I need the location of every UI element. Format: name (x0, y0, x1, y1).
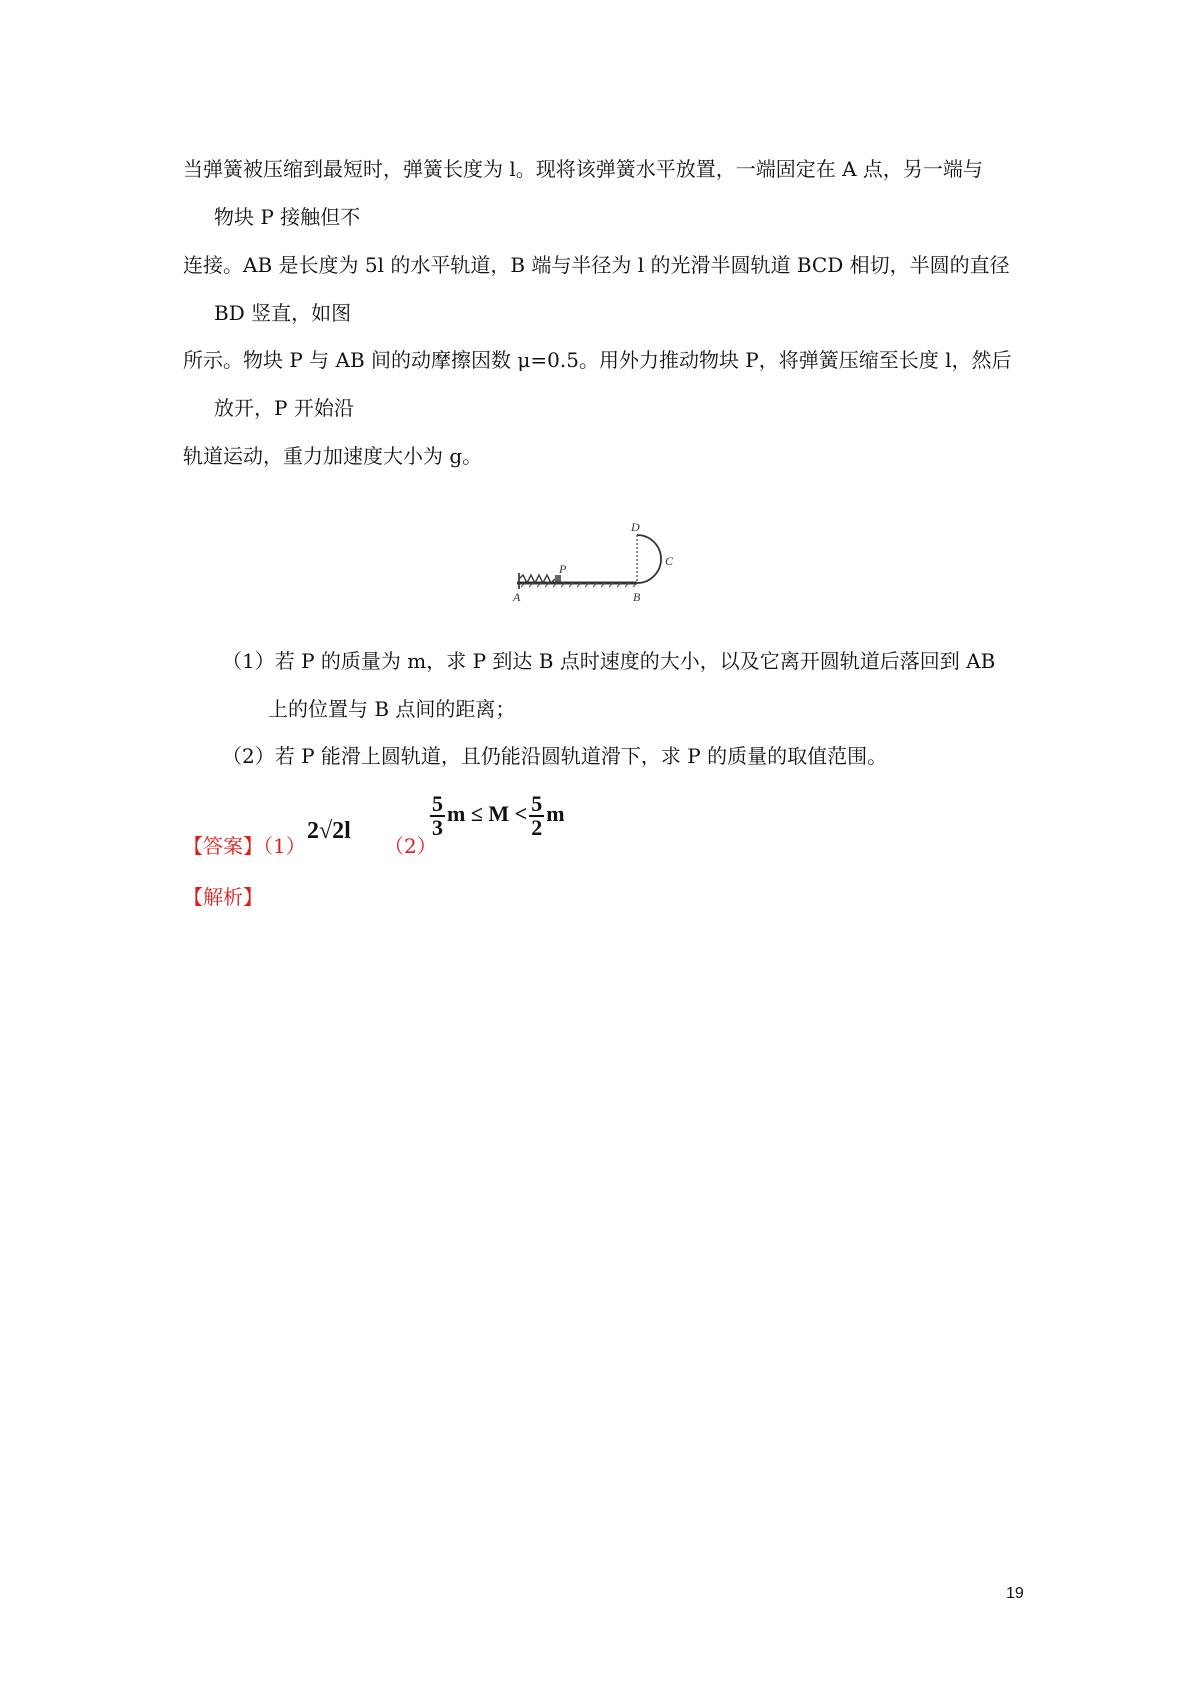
question-1-line-2: 上的位置与 B 点间的距离； (268, 697, 516, 721)
semicircle-bcd (637, 535, 661, 583)
problem-line-7: 轨道运动，重力加速度大小为 g。 (183, 444, 483, 468)
answer-part2-label: （2） (384, 834, 437, 858)
fraction-five-halves (529, 793, 544, 839)
answer-line (183, 833, 306, 859)
fraction-five-thirds (430, 793, 445, 839)
page-number: 19 (1006, 1585, 1024, 1602)
label-p: P (559, 562, 567, 576)
frac2-numerator: 5 (531, 791, 543, 816)
problem-line-4: BD 竖直，如图 (214, 301, 352, 325)
label-b: B (633, 590, 641, 603)
problem-line-5: 所示。物块 P 与 AB 间的动摩擦因数 μ=0.5。用外力推动物块 P，将弹簧压缩至长度 l，然后 (183, 348, 1012, 372)
question-2: （2）若 P 能滑上圆轨道，且仍能沿圆轨道滑下，求 P 的质量的取值范围。 (222, 744, 888, 768)
label-a: A (513, 590, 521, 603)
answer-label: 【答案】 (183, 834, 263, 858)
frac2-denominator: 2 (531, 815, 543, 840)
problem-line-1: 当弹簧被压缩到最短时，弹簧长度为 l。现将该弹簧水平放置，一端固定在 A 点，另一端与 (183, 157, 983, 181)
inequality-end: m (546, 801, 565, 827)
problem-line-2: 物块 P 接触但不 (214, 205, 361, 229)
problem-line-6: 放开，P 开始沿 (214, 396, 354, 420)
answer-part2-value (428, 793, 565, 839)
frac1-denominator: 3 (432, 815, 443, 840)
problem-line-3: 连接。AB 是长度为 5l 的水平轨道，B 端与半径为 l 的光滑半圆轨道 BCD 相切，半圆的直径 (183, 253, 1010, 277)
track-figure (505, 515, 695, 603)
answer-part1-value: 2√2l (307, 818, 351, 844)
label-d: D (631, 520, 640, 534)
frac1-numerator: 5 (432, 791, 443, 816)
analysis-label: 【解析】 (183, 885, 263, 909)
answer-part1-label: （1） (263, 834, 306, 858)
question-1-line-1: （1）若 P 的质量为 m，求 P 到达 B 点时速度的大小，以及它离开圆轨道后落回到 AB (222, 649, 996, 673)
label-c: C (665, 554, 674, 568)
inequality-middle: m ≤ M < (447, 801, 528, 827)
